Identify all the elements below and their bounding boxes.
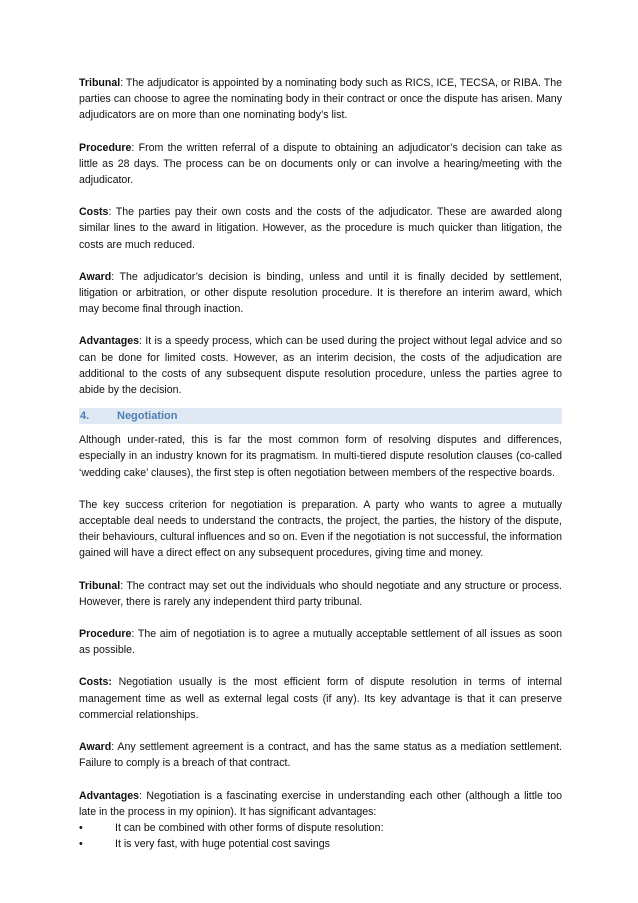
adjudication-advantages-paragraph [79, 333, 562, 398]
term-label: Advantages [79, 335, 140, 348]
term-label: Costs [79, 206, 109, 219]
paragraph-text: : The contract may set out the individuals who should negotiate and any structure or process. However, there is rarely any independent third party tribunal. [79, 579, 562, 608]
adjudication-costs-paragraph [79, 204, 562, 253]
paragraph-text: : Negotiation is a fascinating exercise in understanding each other (although a little too late in the process in my opinion). It has significant advantages: [79, 789, 562, 818]
paragraph-text: The key success criterion for negotiation is preparation. A party who wants to agree a mutually acceptable deal needs to understand the contracts, the project, the parties, the history of the dispute, their behaviours, cultural influences and so on. Even if the negotiation is not successful, the information gained will have a direct effect on any subsequent procedures, giving time and money. [79, 498, 562, 560]
paragraph-text: Negotiation usually is the most efficient form of dispute resolution in terms of internal management time as well as external legal costs (if any). Its key advantage is that it can preserve commercial relationships. [79, 676, 562, 721]
section-number: 4. [80, 410, 90, 423]
term-label: Tribunal [79, 77, 121, 89]
paragraph-text: : Any settlement agreement is a contract, and has the same status as a mediation settlement. Failure to comply is a breach of that contract. [79, 741, 562, 770]
negotiation-advantages-paragraph [79, 788, 562, 820]
paragraph-text: : The parties pay their own costs and the costs of the adjudicator. These are awarded along similar lines to the award in litigation. However, as the procedure is much quicker than litigation, the costs are much reduced. [79, 206, 562, 251]
negotiation-tribunal-paragraph [79, 578, 562, 610]
negotiation-preparation-paragraph [79, 497, 562, 562]
paragraph-text: Although under-rated, this is far the most common form of resolving disputes and differences, especially in an industry known for its pragmatism. In multi-tiered dispute resolution clauses (co-called ‘wedding cake’ clauses), the first step is often negotiation between members of the respective boards. [79, 434, 562, 479]
bullet-symbol: • [79, 838, 83, 851]
term-label: Procedure [79, 141, 132, 154]
adjudication-tribunal-paragraph [79, 75, 562, 124]
paragraph-text: : It is a speedy process, which can be used during the project without legal advice and so can be done for limited costs. However, as an interim decision, the costs of the adjudication are additional to the costs of any subsequent dispute resolution procedure, unless the parties agree to abide by the decision. [79, 335, 562, 397]
paragraph-text: : The adjudicator is appointed by a nominating body such as RICS, ICE, TECSA, or RIBA. The parties can choose to agree the nominating body in their contract or once the dispute has arisen. Many adjudicators are on more than one nominating body’s list. [79, 77, 562, 122]
paragraph-text: : From the written referral of a dispute to obtaining an adjudicator’s decision can take as little as 28 days. The process can be on documents only or can involve a hearing/meeting with the adjudicator. [79, 141, 562, 187]
paragraph-text: : The aim of negotiation is to agree a mutually acceptable settlement of all issues as soon as possible. [79, 628, 562, 657]
adjudication-award-paragraph [79, 269, 562, 318]
term-label: Advantages [79, 789, 140, 802]
document-page [79, 75, 562, 852]
section-title: Negotiation [117, 410, 178, 423]
negotiation-award-paragraph [79, 739, 562, 771]
bullet-symbol: • [79, 821, 83, 834]
term-label: Award [79, 270, 112, 283]
term-label: Procedure [79, 628, 132, 641]
negotiation-intro-paragraph [79, 432, 562, 481]
adjudication-procedure-paragraph [79, 140, 562, 189]
term-label: Costs: [79, 676, 112, 689]
paragraph-text: : The adjudicator’s decision is binding, unless and until it is finally decided by settlement, litigation or arbitration, or other dispute resolution procedure. It is therefore an interim award, which may become final through inaction. [79, 270, 562, 316]
section-heading [79, 408, 562, 424]
negotiation-procedure-paragraph [79, 626, 562, 658]
bullet-item [79, 820, 562, 836]
term-label: Award [79, 741, 112, 754]
bullet-text: It is very fast, with huge potential cost savings [115, 838, 330, 851]
term-label: Tribunal [79, 579, 121, 592]
negotiation-costs-paragraph [79, 674, 562, 723]
bullet-text: It can be combined with other forms of dispute resolution: [115, 821, 384, 834]
bullet-item [79, 836, 562, 852]
